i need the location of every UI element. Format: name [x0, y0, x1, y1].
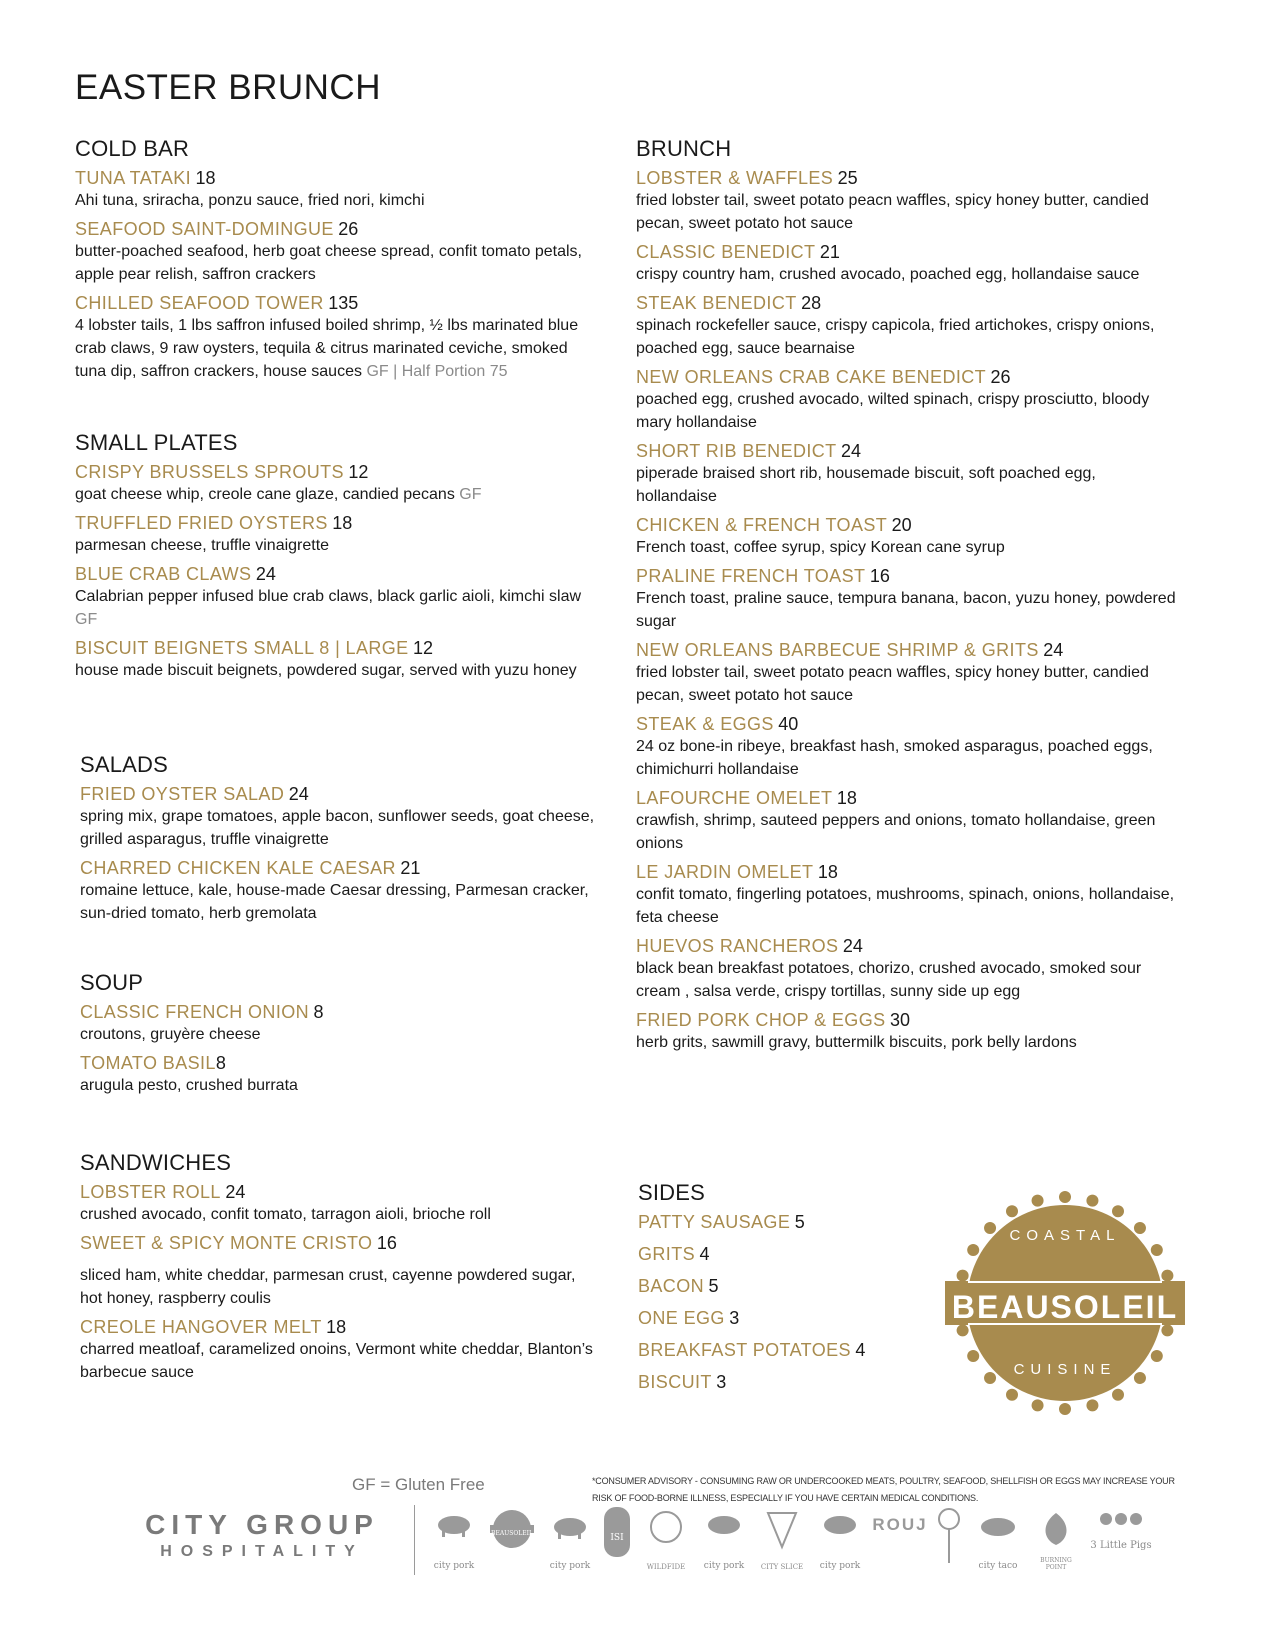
item-name: LAFOURCHE OMELET — [636, 788, 833, 808]
item-description: parmesan cheese, truffle vinaigrette — [75, 537, 330, 554]
item-price: 18 — [836, 788, 857, 808]
city-group-hospitality-logo — [122, 1509, 402, 1561]
item-price: 40 — [778, 714, 799, 734]
item-name: CHILLED SEAFOOD TOWER — [75, 293, 324, 313]
sun-ray — [1112, 1389, 1124, 1401]
menu-item — [636, 714, 1176, 781]
menu-item — [80, 1002, 600, 1046]
item-price: 3 — [716, 1372, 727, 1392]
city-pork-pig-icon — [544, 1505, 596, 1575]
city-slice-icon — [756, 1505, 808, 1575]
sun-ray — [967, 1244, 979, 1256]
group-name-top: CITY GROUP — [145, 1509, 379, 1540]
item-name: NEW ORLEANS BARBECUE SHRIMP & GRITS — [636, 640, 1039, 660]
city-pork-pig-icon — [428, 1505, 480, 1575]
item-description: herb grits, sawmill gravy, buttermilk biscuits, pork belly lardons — [636, 1034, 1077, 1051]
item-price: 18 — [326, 1317, 347, 1337]
item-description: romaine lettuce, kale, house-made Caesar dressing, Parmesan cracker, sun-dried tomato, herb gremolata — [80, 882, 589, 922]
menu-item — [75, 564, 595, 631]
rouj-logo — [872, 1505, 928, 1575]
group-name-bottom: HOSPITALITY — [160, 1543, 364, 1560]
brand-label: BEAUSOLEIL — [491, 1530, 533, 1537]
item-price: 24 — [842, 936, 863, 956]
item-price: 8 — [313, 1002, 324, 1022]
item-description: crushed avocado, confit tomato, tarragon aioli, brioche roll — [80, 1206, 491, 1223]
item-description: fried lobster tail, sweet potato peacn waffles, spicy honey butter, candied pecan, sweet potato hot sauce — [636, 664, 1149, 704]
item-description: spring mix, grape tomatoes, apple bacon, sunflower seeds, goat cheese, grilled asparagus, truffle vinaigrette — [80, 808, 595, 848]
menu-item — [636, 441, 1176, 508]
sun-ray — [984, 1222, 996, 1234]
sun-ray — [1059, 1403, 1071, 1415]
brand-label: city pork — [819, 1561, 861, 1571]
item-name: STEAK BENEDICT — [636, 293, 797, 313]
item-description-text: goat cheese whip, creole cane glaze, candied pecans — [75, 486, 455, 503]
menu-item — [638, 1372, 938, 1393]
section-soup — [80, 970, 600, 1104]
page-title: EASTER BRUNCH — [75, 68, 381, 107]
menu-item — [75, 219, 595, 286]
section-heading: SOUP — [80, 970, 144, 995]
item-price: 5 — [708, 1276, 719, 1296]
sun-ray — [1006, 1389, 1018, 1401]
item-description: butter-poached seafood, herb goat cheese spread, confit tomato petals, apple pear relish, saffron crackers — [75, 243, 582, 283]
logo-name: BEAUSOLEIL — [951, 1289, 1179, 1325]
brand-label: 3 Little Pigs — [1090, 1540, 1152, 1551]
item-price: 20 — [891, 515, 912, 535]
item-name: CHARRED CHICKEN KALE CAESAR — [80, 858, 396, 878]
item-price: 18 — [195, 168, 216, 188]
sun-ray — [1161, 1270, 1173, 1282]
menu-item — [80, 1182, 600, 1226]
consumer-advisory: *CONSUMER ADVISORY - CONSUMING RAW OR UNDERCOOKED MEATS, POULTRY, SEAFOOD, SHELLFISH OR EGGS MAY INCREASE YOUR RISK OF FOOD-BORNE ILLNESS, ESPECIALLY IF YOU HAVE CERTAIN MEDICAL CONDITIONS. — [592, 1476, 1175, 1503]
item-price: 135 — [328, 293, 359, 313]
item-name: BACON — [638, 1276, 705, 1296]
section-small-plates — [75, 430, 595, 689]
sun-ray — [1134, 1372, 1146, 1384]
menu-item — [75, 638, 595, 682]
item-description-text: Calabrian pepper infused blue crab claws, black garlic aioli, kimchi slaw — [75, 588, 582, 605]
gf-note: GF — [459, 486, 482, 503]
item-price: 24 — [1043, 640, 1064, 660]
section-heading: SIDES — [638, 1180, 706, 1205]
item-price: 18 — [332, 513, 353, 533]
item-name: CRISPY BRUSSELS SPROUTS — [75, 462, 344, 482]
item-price: 30 — [889, 1010, 910, 1030]
sun-ray — [1006, 1205, 1018, 1217]
item-price: 26 — [338, 219, 359, 239]
item-description: 24 oz bone-in ribeye, breakfast hash, smoked asparagus, poached eggs, chimichurri hollandaise — [636, 738, 1153, 778]
menu-item — [636, 242, 1176, 286]
item-name: SWEET & SPICY MONTE CRISTO — [80, 1233, 373, 1253]
item-name: BREAKFAST POTATOES — [638, 1340, 851, 1360]
item-description-text: 4 lobster tails, 1 lbs saffron infused boiled shrimp, ½ lbs marinated blue crab claws, 9 raw oysters, tequila & citrus marinated ceviche, smoked tuna dip, saffron crackers, house sauces — [75, 317, 579, 380]
brand-label: city pork — [703, 1561, 745, 1571]
item-name: BISCUIT — [638, 1372, 712, 1392]
sun-ray — [957, 1324, 969, 1336]
item-description: piperade braised short rib, housemade biscuit, soft poached egg, hollandaise — [636, 465, 1096, 505]
brand-label: CITY SLICE — [760, 1563, 804, 1571]
item-name: SEAFOOD SAINT-DOMINGUE — [75, 219, 334, 239]
menu-item — [75, 168, 595, 212]
brand-label: WILDFIDE — [646, 1563, 686, 1571]
item-price: 25 — [837, 168, 858, 188]
sun-ray — [1032, 1399, 1044, 1411]
item-description: confit tomato, fingerling potatoes, mushrooms, spinach, onions, hollandaise, feta cheese — [636, 886, 1175, 926]
item-price: 28 — [801, 293, 822, 313]
section-sides — [638, 1180, 938, 1404]
section-brunch — [636, 136, 1176, 1061]
menu-item — [636, 936, 1176, 1003]
gf-note: GF | Half Portion 75 — [366, 363, 508, 380]
sun-ray — [967, 1350, 979, 1362]
sun-ray — [1151, 1244, 1163, 1256]
menu-item — [638, 1276, 938, 1297]
brand-label: city taco — [978, 1561, 1018, 1571]
item-price: 24 — [225, 1182, 246, 1202]
logo-top-word: COASTAL — [1009, 1227, 1121, 1244]
item-name: ONE EGG — [638, 1308, 725, 1328]
item-name: GRITS — [638, 1244, 696, 1264]
item-name: NEW ORLEANS CRAB CAKE BENEDICT — [636, 367, 987, 387]
menu-item — [638, 1244, 938, 1265]
menu-item — [75, 513, 595, 557]
item-name: CLASSIC FRENCH ONION — [80, 1002, 310, 1022]
menu-item — [636, 862, 1176, 929]
item-description: house made biscuit beignets, powdered sugar, served with yuzu honey — [75, 662, 577, 679]
menu-item — [75, 462, 595, 506]
section-heading: SANDWICHES — [80, 1150, 232, 1175]
menu-item — [636, 566, 1176, 633]
menu-item — [80, 784, 600, 851]
item-name: STEAK & EGGS — [636, 714, 774, 734]
item-name: BISCUIT BEIGNETS SMALL 8 | LARGE — [75, 638, 409, 658]
menu-item — [80, 858, 600, 925]
footer-divider — [414, 1505, 415, 1575]
item-price: 4 — [699, 1244, 710, 1264]
item-description: arugula pesto, crushed burrata — [80, 1077, 298, 1094]
sun-ray — [1032, 1195, 1044, 1207]
item-price: 16 — [376, 1233, 397, 1253]
item-name: CLASSIC BENEDICT — [636, 242, 816, 262]
sun-ray — [1112, 1205, 1124, 1217]
item-description: French toast, coffee syrup, spicy Korean cane syrup — [636, 539, 1005, 556]
item-price: 4 — [855, 1340, 866, 1360]
menu-item — [75, 293, 595, 383]
menu-item — [80, 1053, 600, 1097]
city-pork-pig-icon — [814, 1505, 866, 1575]
menu-item — [638, 1308, 938, 1329]
item-price: 24 — [841, 441, 862, 461]
city-taco-icon — [972, 1505, 1024, 1575]
item-description: French toast, praline sauce, tempura banana, bacon, yuzu honey, powdered sugar — [636, 590, 1176, 630]
corkscrew-icon — [932, 1505, 966, 1575]
item-price: 21 — [819, 242, 840, 262]
item-price: 24 — [255, 564, 276, 584]
section-heading: BRUNCH — [636, 136, 732, 161]
item-name: TRUFFLED FRIED OYSTERS — [75, 513, 328, 533]
menu-item — [636, 1010, 1176, 1054]
item-name: HUEVOS RANCHEROS — [636, 936, 839, 956]
menu-item — [636, 293, 1176, 360]
item-name: SHORT RIB BENEDICT — [636, 441, 837, 461]
brand-label: city pork — [433, 1561, 475, 1571]
item-description: crawfish, shrimp, sauteed peppers and onions, tomato hollandaise, green onions — [636, 812, 1156, 852]
item-description — [75, 314, 595, 383]
item-price: 21 — [400, 858, 421, 878]
menu-item — [80, 1317, 600, 1384]
item-price: 8 — [215, 1053, 226, 1073]
sun-ray — [1086, 1399, 1098, 1411]
item-name: FRIED PORK CHOP & EGGS — [636, 1010, 886, 1030]
item-description: crispy country ham, crushed avocado, poached egg, hollandaise sauce — [636, 266, 1140, 283]
item-price: 26 — [990, 367, 1011, 387]
item-description: fried lobster tail, sweet potato peacn waffles, spicy honey butter, candied pecan, sweet potato hot sauce — [636, 192, 1149, 232]
item-description — [75, 483, 595, 506]
logo-bottom-word: CUISINE — [1013, 1361, 1117, 1378]
item-name: PATTY SAUSAGE — [638, 1212, 791, 1232]
menu-item — [636, 515, 1176, 559]
item-name: LE JARDIN OMELET — [636, 862, 814, 882]
wildfide-crest-icon — [640, 1505, 692, 1575]
menu-item — [636, 168, 1176, 235]
item-name: BLUE CRAB CLAWS — [75, 564, 252, 584]
item-price: 24 — [288, 784, 309, 804]
item-name: FRIED OYSTER SALAD — [80, 784, 285, 804]
isi-badge-icon — [602, 1505, 632, 1575]
gf-note: GF — [75, 611, 98, 628]
item-description: black bean breakfast potatoes, chorizo, crushed avocado, smoked sour cream , salsa verde, crispy tortillas, sunny side up egg — [636, 960, 1142, 1000]
menu-item — [636, 788, 1176, 855]
item-description: spinach rockefeller sauce, crispy capicola, fried artichokes, crispy onions, poached egg, sauce bearnaise — [636, 317, 1155, 357]
item-price: 18 — [817, 862, 838, 882]
menu-item — [636, 640, 1176, 707]
item-name: LOBSTER ROLL — [80, 1182, 221, 1202]
item-name: CREOLE HANGOVER MELT — [80, 1317, 322, 1337]
burning-point-leaf-icon — [1030, 1505, 1082, 1575]
item-description — [75, 585, 595, 631]
sun-ray — [1134, 1222, 1146, 1234]
brand-label: ISI — [610, 1533, 624, 1543]
item-description: poached egg, crushed avocado, wilted spinach, crispy prosciutto, bloody mary hollandaise — [636, 391, 1150, 431]
sun-ray — [984, 1372, 996, 1384]
three-little-pigs-icon — [1088, 1505, 1154, 1575]
brand-label: BURNING POINT — [1040, 1557, 1072, 1571]
item-name: TOMATO BASIL — [80, 1053, 216, 1073]
city-pork-pig-icon — [698, 1505, 750, 1575]
section-salads — [80, 752, 600, 932]
item-name: CHICKEN & FRENCH TOAST — [636, 515, 888, 535]
beausoleil-small-icon — [486, 1505, 538, 1575]
item-description: charred meatloaf, caramelized onoins, Vermont white cheddar, Blanton’s barbecue sauce — [80, 1341, 593, 1381]
item-name: LOBSTER & WAFFLES — [636, 168, 834, 188]
sun-ray — [1059, 1191, 1071, 1203]
gf-legend: GF = Gluten Free — [352, 1475, 485, 1494]
item-description: croutons, gruyère cheese — [80, 1026, 261, 1043]
item-price: 5 — [794, 1212, 805, 1232]
menu-item — [636, 367, 1176, 434]
brand-label: city pork — [549, 1561, 591, 1571]
item-name: PRALINE FRENCH TOAST — [636, 566, 866, 586]
item-price: 12 — [413, 638, 434, 658]
section-heading: COLD BAR — [75, 136, 190, 161]
sun-ray — [1161, 1324, 1173, 1336]
item-price: 16 — [869, 566, 890, 586]
brand-label: ROUJ — [872, 1515, 928, 1534]
item-price: 3 — [729, 1308, 740, 1328]
menu-item — [638, 1212, 938, 1233]
brand-logos — [428, 1505, 1168, 1585]
menu-item — [638, 1340, 938, 1361]
beausoleil-logo — [940, 1178, 1190, 1428]
item-description: Ahi tuna, sriracha, ponzu sauce, fried nori, kimchi — [75, 192, 425, 209]
menu-item — [80, 1233, 600, 1310]
sun-ray — [1086, 1195, 1098, 1207]
section-heading: SMALL PLATES — [75, 430, 238, 455]
sun-ray — [1151, 1350, 1163, 1362]
section-heading: SALADS — [80, 752, 169, 777]
sun-ray — [957, 1270, 969, 1282]
item-price: 12 — [348, 462, 369, 482]
section-cold-bar — [75, 136, 595, 390]
section-sandwiches — [80, 1150, 600, 1391]
item-name: TUNA TATAKI — [75, 168, 192, 188]
item-description: sliced ham, white cheddar, parmesan crust, cayenne powdered sugar, hot honey, raspberry coulis — [80, 1267, 576, 1307]
